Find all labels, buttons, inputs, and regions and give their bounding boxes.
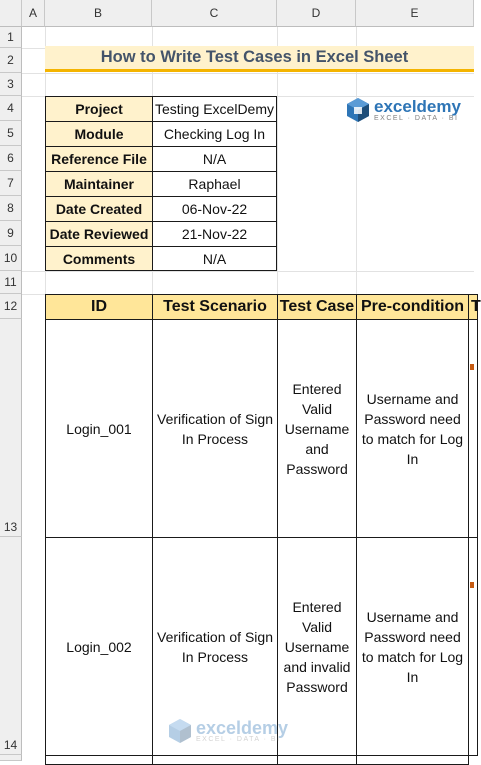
table-cell-test-case[interactable]: Entered Valid Username and Password [277, 319, 357, 538]
row-header-14[interactable]: 14 [0, 537, 22, 755]
info-value-module[interactable]: Checking Log In [152, 121, 277, 147]
info-value-reference-file[interactable]: N/A [152, 146, 277, 172]
info-label-date-created[interactable]: Date Created [45, 196, 153, 222]
table-header-pre-condition[interactable]: Pre-condition [356, 294, 469, 320]
info-value-project[interactable]: Testing ExcelDemy [152, 96, 277, 122]
logo-tagline: EXCEL · DATA · BI [374, 114, 459, 122]
table-cell-truncated[interactable] [468, 537, 478, 756]
cube-logo-icon [346, 97, 370, 123]
info-label-date-reviewed[interactable]: Date Reviewed [45, 221, 153, 247]
column-header-b[interactable]: B [45, 0, 152, 27]
info-value-maintainer[interactable]: Raphael [152, 171, 277, 197]
info-value-date-created[interactable]: 06-Nov-22 [152, 196, 277, 222]
row-header-3[interactable]: 3 [0, 73, 22, 96]
comment-indicator[interactable] [470, 582, 474, 588]
table-header-truncated[interactable]: T [468, 294, 478, 320]
table-row[interactable] [277, 755, 357, 765]
table-row[interactable] [45, 755, 153, 765]
gridline [22, 271, 474, 272]
info-label-maintainer[interactable]: Maintainer [45, 171, 153, 197]
column-header-e[interactable]: E [356, 0, 474, 27]
gridline [22, 73, 474, 74]
row-header-4[interactable]: 4 [0, 96, 22, 121]
table-row[interactable] [356, 755, 469, 765]
table-header-id[interactable]: ID [45, 294, 153, 320]
info-label-module[interactable]: Module [45, 121, 153, 147]
info-label-reference-file[interactable]: Reference File [45, 146, 153, 172]
table-header-test-case[interactable]: Test Case [277, 294, 357, 320]
row-header-13[interactable]: 13 [0, 319, 22, 537]
info-value-comments[interactable]: N/A [152, 246, 277, 271]
table-cell-test-case[interactable]: Entered Valid Username and invalid Password [277, 537, 357, 756]
sheet-title[interactable]: How to Write Test Cases in Excel Sheet [45, 46, 474, 72]
table-cell-scenario[interactable]: Verification of Sign In Process [152, 537, 278, 756]
cube-watermark-icon [168, 718, 192, 744]
table-cell-truncated[interactable] [468, 319, 478, 538]
exceldemy-watermark [168, 716, 318, 746]
watermark-tagline: EXCEL · DATA · BI [196, 735, 281, 743]
logo-name: exceldemy [374, 96, 461, 116]
row-header-15[interactable] [0, 755, 22, 761]
comment-indicator[interactable] [470, 364, 474, 370]
column-header-a[interactable]: A [22, 0, 45, 27]
row-header-5[interactable]: 5 [0, 121, 22, 146]
watermark-name: exceldemy [196, 717, 289, 738]
exceldemy-logo [346, 96, 471, 124]
row-header-1[interactable]: 1 [0, 27, 22, 48]
info-label-comments[interactable]: Comments [45, 246, 153, 271]
row-header-7[interactable]: 7 [0, 171, 22, 196]
row-header-6[interactable]: 6 [0, 146, 22, 171]
table-cell-precondition[interactable]: Username and Password need to match for Log In [356, 319, 469, 538]
info-label-project[interactable]: Project [45, 96, 153, 122]
table-cell-id[interactable]: Login_001 [45, 319, 153, 538]
row-header-9[interactable]: 9 [0, 221, 22, 246]
table-row[interactable] [152, 755, 278, 765]
row-header-11[interactable]: 11 [0, 271, 22, 294]
table-cell-scenario[interactable]: Verification of Sign In Process [152, 319, 278, 538]
column-header-c[interactable]: C [152, 0, 277, 27]
row-header-10[interactable]: 10 [0, 246, 22, 271]
select-all-corner[interactable] [0, 0, 22, 27]
row-header-8[interactable]: 8 [0, 196, 22, 221]
column-header-d[interactable]: D [277, 0, 356, 27]
table-cell-id[interactable]: Login_002 [45, 537, 153, 756]
table-cell-precondition[interactable]: Username and Password need to match for Log In [356, 537, 469, 756]
info-value-date-reviewed[interactable]: 21-Nov-22 [152, 221, 277, 247]
row-header-12[interactable]: 12 [0, 294, 22, 319]
row-header-2[interactable]: 2 [0, 48, 22, 73]
table-header-test-scenario[interactable]: Test Scenario [152, 294, 278, 320]
